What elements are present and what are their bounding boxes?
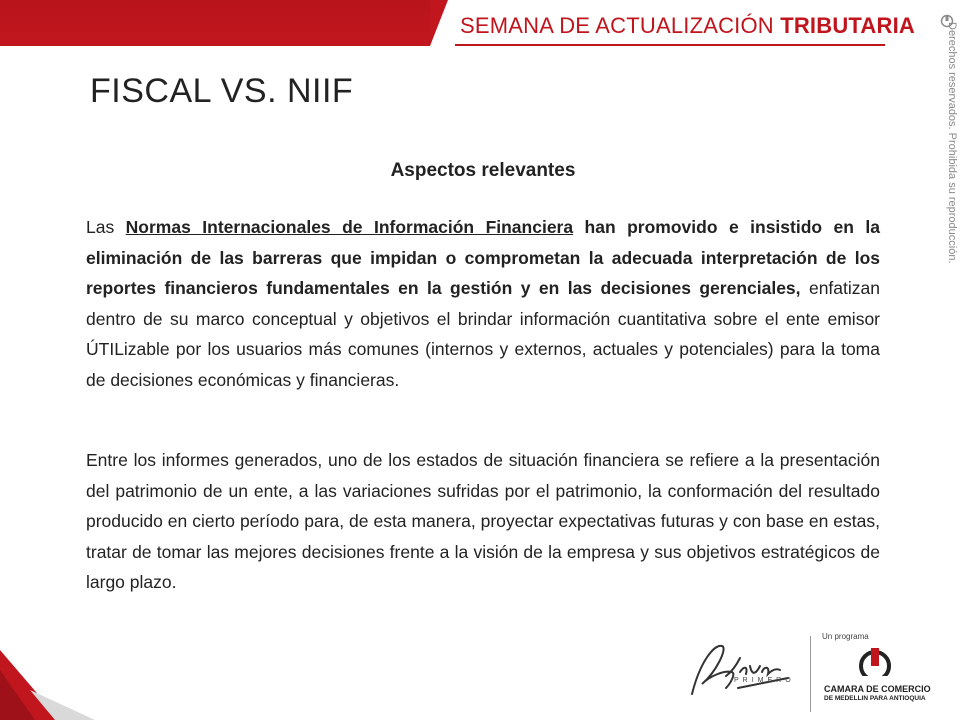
header-red-bar [0,0,430,46]
section-subtitle: Aspectos relevantes [390,160,576,181]
camara-comercio-subname: DE MEDELLIN PARA ANTIOQUIA [824,695,926,702]
p1-rest: enfatizan dentro de su marco conceptual y objetivos el brindar información cuantitativa sobre el ente emisor ÚTILizable por los usuarios más comunes (internos y externos, actuales y potenciales) para la toma de decisiones económicas y financieras. [86,278,880,390]
afiliado-primero-caption: PRIMERO [734,677,795,684]
programa-label: Un programa [822,632,869,641]
header-red-bar-edge [430,0,448,46]
p1-intro: Las [86,217,126,237]
rights-reserved-text: Derechos reservados. Prohibida su reproducción. [946,22,958,264]
header-title-regular: SEMANA DE ACTUALIZACIÓN [460,13,781,38]
header-title [460,13,915,39]
page-title: FISCAL VS. NIIF [90,72,354,110]
afiliado-primero-logo [680,632,795,712]
paragraph-1 [86,212,880,395]
p1-bold-text: han promovido e insistido en la eliminación de las barreras que impidan o comprometan la adecuada interpretación de los reportes financieros fundamentales en la gestión y en las decisiones gerenciales, [86,217,881,298]
header-title-bold: TRIBUTARIA [780,13,915,38]
camara-comercio-name: CAMARA DE COMERCIO [824,684,931,694]
header-underline [455,44,885,46]
corner-decoration [0,630,95,720]
camara-comercio-logo-icon [855,646,895,682]
p1-niif-term: Normas Internacionales de Información Financiera [125,217,574,237]
rights-reserved-note [944,22,960,292]
logos-divider [810,636,811,712]
paragraph-2: Entre los informes generados, uno de los estados de situación financiera se refiere a la presentación del patrimonio de un ente, a las variaciones sufridas por el patrimonio, la conformación del resultado producido en cierto período para, de esta manera, proyectar expectativas futuras y con base en estas, tratar de tomar las mejores decisiones frente a la visión de la empresa y sus objetivos estratégicos de largo plazo. [86,450,880,592]
